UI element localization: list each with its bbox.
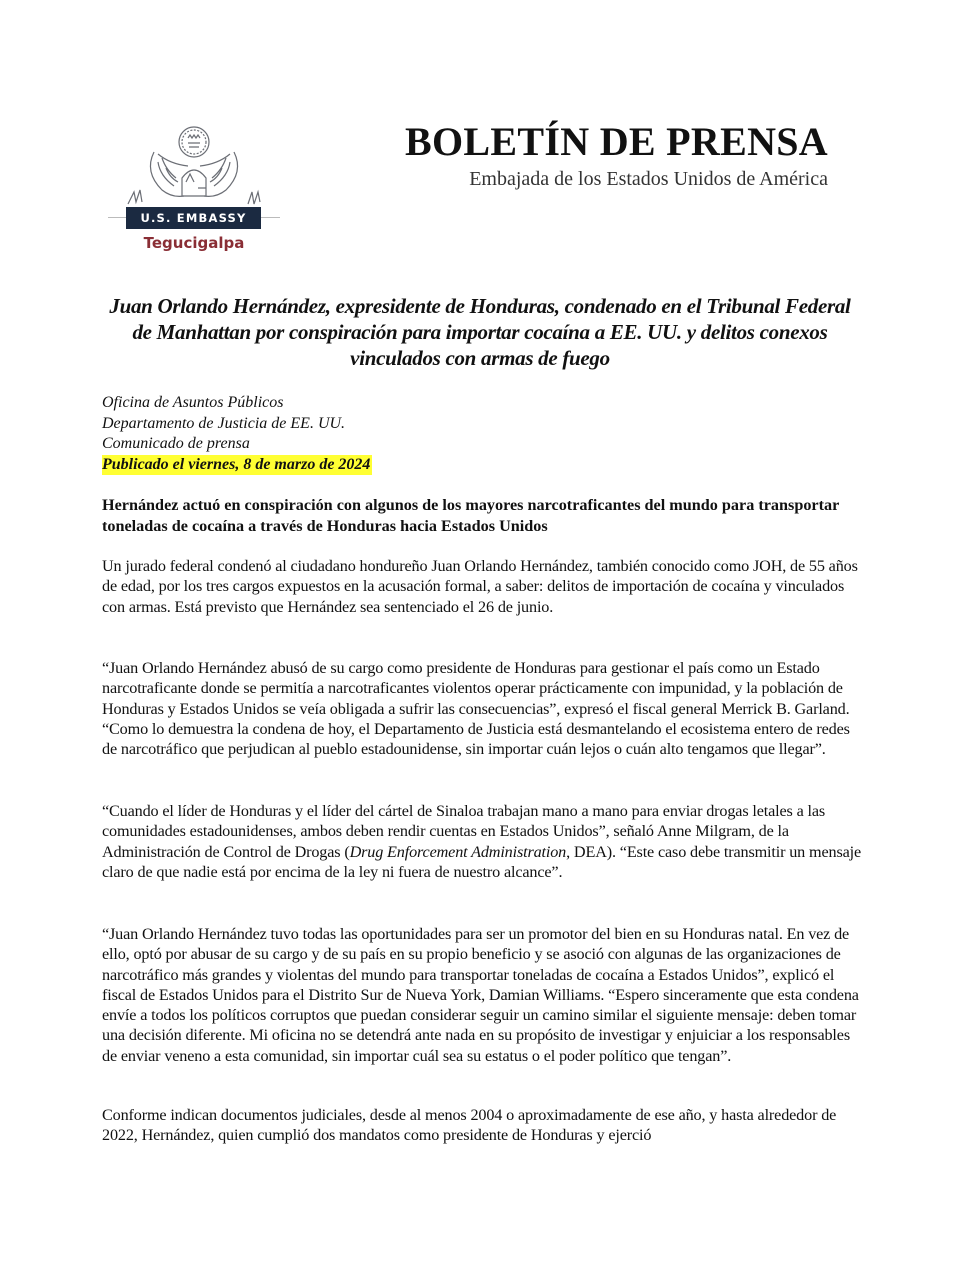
p3-text-before: “Cuando el líder de Honduras y el líder del cártel de Sinaloa trabajan mano a mano para enviar drogas letales a las comunidades estadounidenses, ambos deben rendir cuentas en Estados Unidos”, señaló Anne Milgram, de la Administración de Control de Drogas (: [102, 802, 826, 861]
press-meta: [102, 393, 372, 475]
body-paragraph-3: [102, 801, 862, 882]
meta-office: Oficina de Asuntos Públicos: [102, 394, 284, 411]
p3-text-after: , DEA). “Este caso debe transmitir un mensaje claro de que nadie está por encima de la ley ni fuera de nuestro alcance”.: [102, 842, 862, 881]
p3-text-italic: Drug Enforcement Administration: [349, 842, 567, 861]
body-paragraph-1: Un jurado federal condenó al ciudadano hondureño Juan Orlando Hernández, también conocido como JOH, de 55 años de edad, por los tres cargos expuestos en la acusación formal, a saber: delitos de importación de cocaína y vinculados con armas. Está previsto que Hernández sea sentenciado el 26 de junio.: [102, 557, 858, 616]
logo-divider-left: [108, 217, 126, 218]
subheadline: Hernández actuó en conspiración con algunos de los mayores narcotraficantes del mundo para transportar toneladas de cocaína a través de Honduras hacia Estados Unidos: [102, 496, 839, 535]
headline: Juan Orlando Hernández, expresidente de Honduras, condenado en el Tribunal Federal de Manhattan por conspiración para importar cocaína a EE. UU. y delitos conexos vinculados con armas de fuego: [109, 294, 851, 370]
body-paragraph-4: “Juan Orlando Hernández tuvo todas las oportunidades para ser un promotor del bien en su Honduras natal. En vez de ello, optó por abusar de su cargo y de su país en su propio beneficio y se asoció con algunas de las organizaciones de narcotráfico más grandes y violentas del mundo para transportar toneladas de cocaína a Estados Unidos”, explicó el fiscal de Estados Unidos para el Distrito Sur de Nueva York, Damian Williams. “Espero sinceramente que esta condena envíe a todos los políticos corruptos que puedan considerar seguir un camino similar el siguiente mensaje: deben tomar una decisión diferente. Mi oficina no se detendrá ante nada en su propósito de investigar y enjuiciar a los responsables de enviar veneno a esta comunidad, sin importar cuál sea su estatus o el poder político que tengan”.: [102, 925, 859, 1065]
logo-divider-right: [261, 217, 280, 218]
meta-department: Departamento de Justicia de EE. UU.: [102, 414, 346, 432]
meta-published-date: Publicado el viernes, 8 de marzo de 2024: [102, 455, 372, 476]
page-title: BOLETÍN DE PRENSA: [405, 119, 828, 164]
logo-bar: U.S. EMBASSY: [126, 207, 261, 229]
meta-type: Comunicado de prensa: [102, 435, 250, 452]
body-paragraph-2: “Juan Orlando Hernández abusó de su cargo como presidente de Honduras para gestionar el país como un Estado narcotraficante donde se permitía a narcotraficantes violentos operar prácticamente con impunidad, y la población de Honduras y Estados Unidos se veía obligada a sufrir las consecuencias”, expresó el fiscal general Merrick B. Garland. “Como lo demuestra la condena de hoy, el Departamento de Justicia está desmantelando el ecosistema entero de redes de narcotráfico que perjudican al pueblo estadounidense, sin importar cuán lejos o cuán alto tengamos que llegar”.: [102, 659, 850, 759]
embassy-logo: [108, 118, 280, 263]
body-paragraph-5: Conforme indican documentos judiciales, desde al menos 2004 o aproximadamente de ese año, y hasta alrededor de 2022, Hernández, quien cumplió dos mandatos como presidente de Honduras y ejerció: [102, 1106, 837, 1145]
page-subtitle: Embajada de los Estados Unidos de América: [469, 168, 828, 190]
great-seal-eagle-icon: [108, 118, 280, 210]
logo-city: Tegucigalpa: [143, 234, 245, 252]
